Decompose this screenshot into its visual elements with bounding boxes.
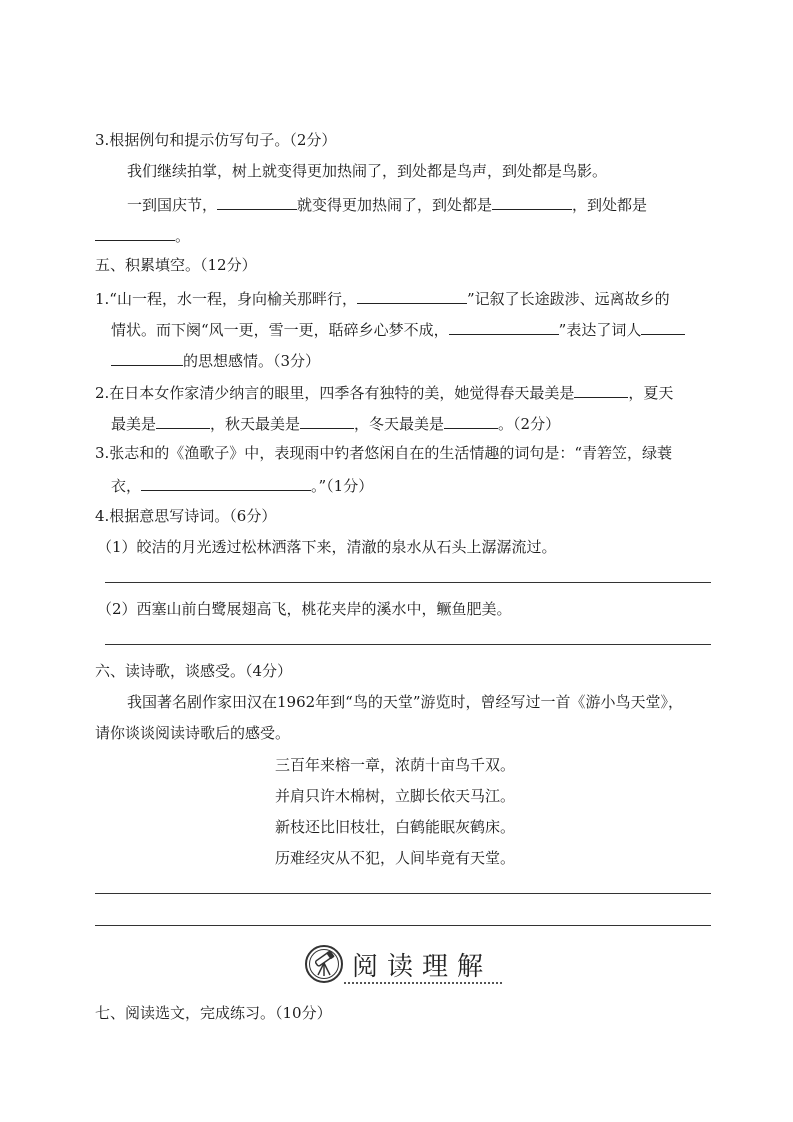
s5-q1-text-b: ”记叙了长途跋涉、远离故乡的 — [466, 290, 670, 308]
s5-q3-line2 — [111, 474, 373, 496]
s5-q2-text-b: ，夏天 — [628, 384, 674, 402]
prompt-text-a: 一到国庆节， — [127, 196, 218, 214]
question-3-prompt-end — [95, 224, 190, 246]
s5-q1-text-a: 1.“山一程，水一程，身向榆关那畔行， — [95, 290, 357, 308]
s5-q2-text-d: ，秋天最美是 — [210, 415, 301, 433]
answer-line[interactable] — [105, 582, 711, 583]
s5-q1-line2 — [111, 318, 685, 340]
answer-blank[interactable] — [95, 224, 175, 241]
prompt-text-b: 就变得更加热闹了，到处都是 — [297, 196, 493, 214]
section-7-title: 七、阅读选文，完成练习。（10分） — [95, 1004, 332, 1022]
answer-line[interactable] — [95, 925, 711, 926]
section-6-title: 六、读诗歌，谈感受。（4分） — [95, 662, 293, 680]
prompt-end: 。 — [175, 227, 191, 245]
answer-blank[interactable] — [300, 412, 354, 429]
s5-q3-text-c: 。”（1分） — [311, 477, 374, 495]
answer-blank[interactable] — [111, 349, 183, 366]
s5-q2-text-f: 。（2分） — [498, 415, 561, 433]
s5-q3-line1: 3.张志和的《渔歌子》中，表现雨中钓者悠闲自在的生活情趣的词句是：“青箬笠，绿蓑 — [95, 444, 672, 462]
answer-blank[interactable] — [492, 193, 572, 210]
question-3-prompt — [127, 193, 647, 215]
s5-q2-text-c: 最美是 — [111, 415, 157, 433]
answer-blank[interactable] — [141, 474, 311, 491]
s5-q4-sub1: （1）皎洁的月光透过松林洒落下来，清澈的泉水从石头上潺潺流过。 — [97, 538, 557, 556]
answer-line[interactable] — [105, 644, 711, 645]
s5-q2-line2 — [111, 412, 560, 434]
poem-line: 新枝还比旧枝壮，白鹤能眠灰鹤床。 — [275, 818, 516, 836]
poem-line: 历难经灾从不犯，人间毕竟有天堂。 — [275, 849, 516, 867]
answer-blank[interactable] — [641, 318, 685, 335]
s5-q2-line1 — [95, 381, 673, 403]
banner-title: 阅读理解 — [352, 952, 493, 982]
question-3-title: 3.根据例句和提示仿写句子。（2分） — [95, 131, 337, 149]
s5-q3-text-b: 衣， — [111, 477, 142, 495]
prompt-text-c: ，到处都是 — [572, 196, 648, 214]
answer-blank[interactable] — [449, 318, 559, 335]
s5-q2-text-e: ，冬天最美是 — [354, 415, 445, 433]
answer-blank[interactable] — [357, 287, 467, 304]
telescope-icon — [304, 944, 344, 984]
section-6-intro-1: 我国著名剧作家田汉在1962年到“鸟的天堂”游览时，曾经写过一首《游小鸟天堂》， — [127, 693, 684, 711]
poem-line: 三百年来榕一章，浓荫十亩鸟千双。 — [275, 756, 516, 774]
banner-underline — [344, 982, 502, 984]
question-3-example: 我们继续拍掌，树上就变得更加热闹了，到处都是鸟声，到处都是鸟影。 — [127, 162, 608, 180]
answer-blank[interactable] — [217, 193, 297, 210]
section-6-intro-2: 请你谈谈阅读诗歌后的感受。 — [95, 724, 291, 742]
s5-q1-text-e: 的思想感情。（3分） — [183, 352, 321, 370]
s5-q4-sub2: （2）西塞山前白鹭展翅高飞，桃花夹岸的溪水中，鳜鱼肥美。 — [97, 600, 512, 618]
s5-q1-line1 — [95, 287, 670, 309]
s5-q1-text-c: 情状。而下阕“风一更，雪一更，聒碎乡心梦不成， — [111, 321, 449, 339]
answer-blank[interactable] — [574, 381, 628, 398]
s5-q1-line3 — [111, 349, 320, 371]
section-5-title: 五、积累填空。（12分） — [95, 256, 257, 274]
s5-q1-text-d: ”表达了词人 — [558, 321, 642, 339]
reading-comprehension-banner — [300, 942, 510, 986]
s5-q4-title: 4.根据意思写诗词。（6分） — [95, 507, 277, 525]
answer-line[interactable] — [95, 893, 711, 894]
answer-blank[interactable] — [444, 412, 498, 429]
s5-q2-text-a: 2.在日本女作家清少纳言的眼里，四季各有独特的美，她觉得春天最美是 — [95, 384, 575, 402]
poem-line: 并肩只许木棉树，立脚长依天马江。 — [275, 787, 516, 805]
answer-blank[interactable] — [156, 412, 210, 429]
